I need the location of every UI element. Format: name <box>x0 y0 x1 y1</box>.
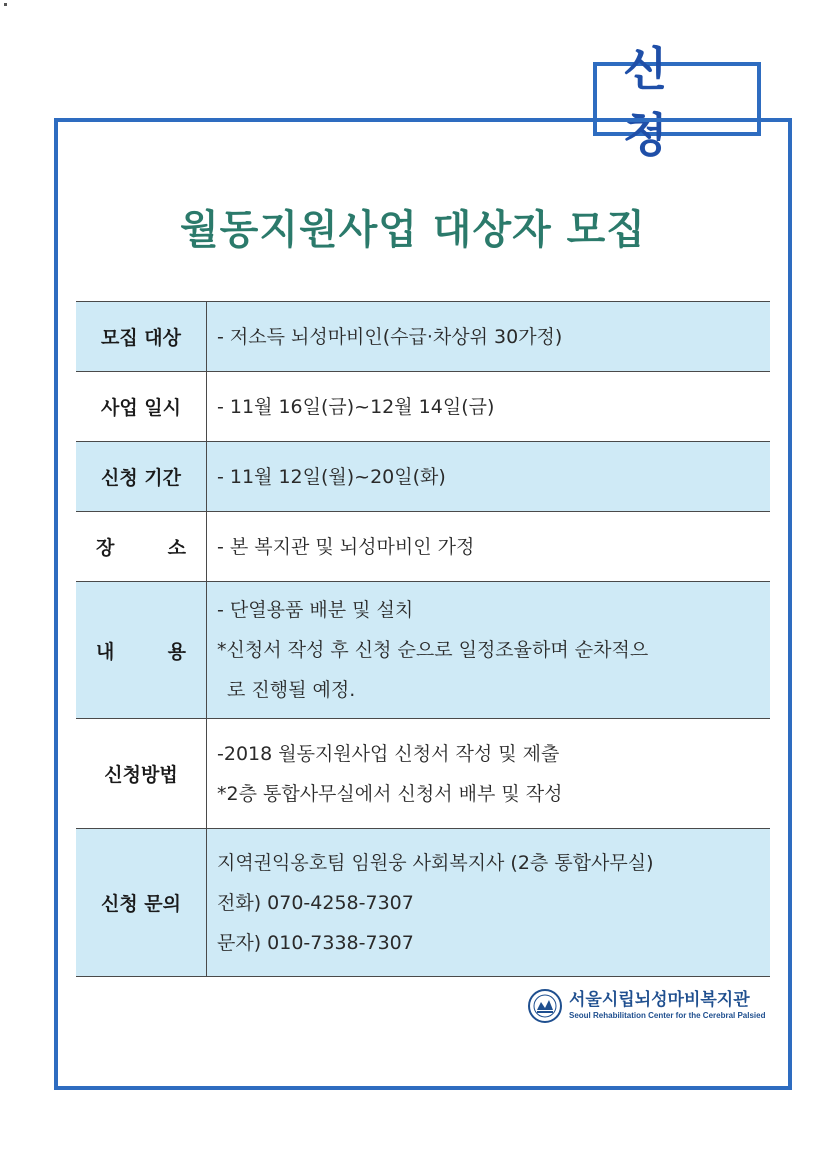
org-emblem-icon <box>527 988 563 1024</box>
content-line: 문자) 010-7338-7307 <box>217 931 414 954</box>
row-label: 신청 문의 <box>76 829 207 977</box>
content-line: 로 진행될 예정. <box>227 679 356 701</box>
row-content <box>207 372 771 442</box>
content-line: - 본 복지관 및 뇌성마비인 가정 <box>217 535 475 558</box>
row-label <box>76 512 207 582</box>
table-row <box>76 719 770 829</box>
content-line: 전화) 070-4258-7307 <box>217 891 414 914</box>
table-row <box>76 442 770 512</box>
row-content <box>207 302 771 372</box>
row-label: 신청방법 <box>76 719 207 829</box>
row-label-char: 용 <box>167 640 186 663</box>
content-line: *2층 통합사무실에서 신청서 배부 및 작성 <box>217 782 563 805</box>
org-name-en: Seoul Rehabilitation Center for the Cerebral Palsied <box>569 1011 766 1020</box>
table-row <box>76 372 770 442</box>
row-content <box>207 719 771 829</box>
row-label: 사업 일시 <box>76 372 207 442</box>
row-label-char: 소 <box>167 537 186 559</box>
content-line: -2018 월동지원사업 신청서 작성 및 제출 <box>217 742 560 765</box>
row-content <box>207 829 771 977</box>
row-content <box>207 582 771 719</box>
table-row <box>76 302 770 372</box>
application-tag-text: 신 청 <box>623 42 694 162</box>
row-label-char: 내 <box>96 640 115 663</box>
content-line: - 11월 12일(월)~20일(화) <box>217 465 446 488</box>
content-line: - 11월 16일(금)~12월 14일(금) <box>217 395 495 418</box>
info-table <box>76 301 770 977</box>
row-content <box>207 512 771 582</box>
row-label: 신청 기간 <box>76 442 207 512</box>
content-line: 지역권익옹호팀 임원웅 사회복지사 (2층 통합사무실) <box>217 851 654 874</box>
org-logo-text <box>569 990 766 1022</box>
table-row <box>76 512 770 582</box>
scan-speck <box>4 3 7 6</box>
content-line: - 단열용품 배분 및 설치 <box>217 599 414 621</box>
org-name: 서울시립뇌성마비복지관 <box>569 990 750 1010</box>
table-row <box>76 582 770 719</box>
org-logo <box>527 988 766 1024</box>
table-row <box>76 829 770 977</box>
content-line: - 저소득 뇌성마비인(수급·차상위 30가정) <box>217 325 563 348</box>
page-title: 월동지원사업 대상자 모집 <box>180 207 646 253</box>
row-label-char: 장 <box>96 537 115 559</box>
row-content <box>207 442 771 512</box>
row-label: 모집 대상 <box>76 302 207 372</box>
content-line: *신청서 작성 후 신청 순으로 일정조율하며 순차적으 <box>217 639 649 661</box>
row-label <box>76 582 207 719</box>
